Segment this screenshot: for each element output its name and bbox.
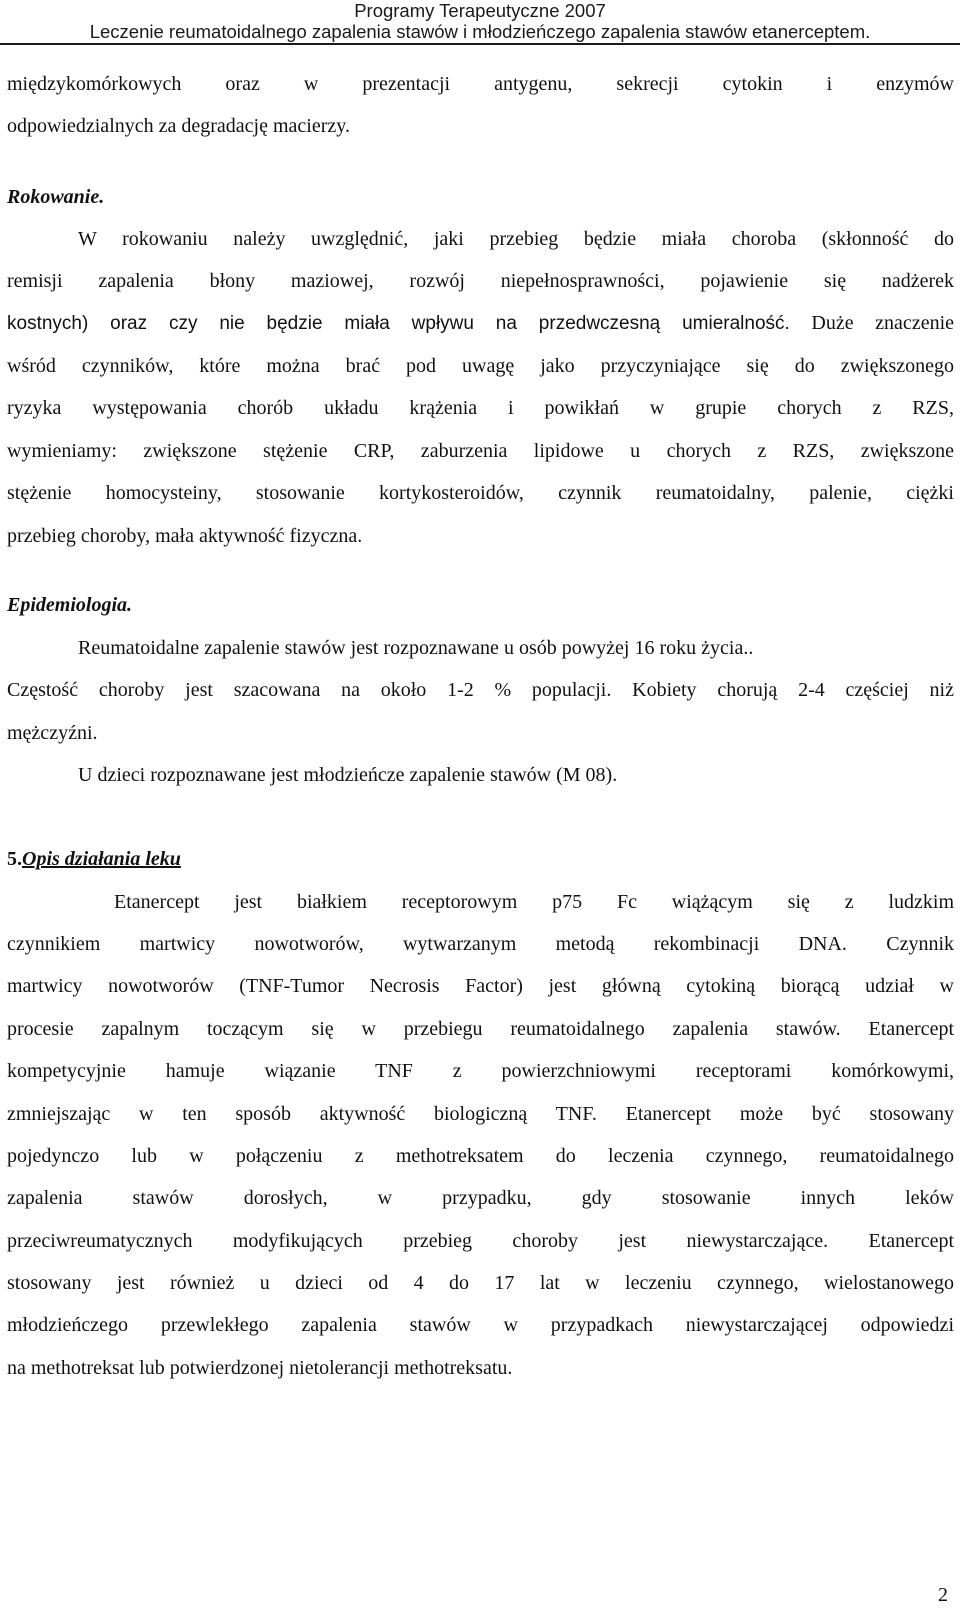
- paragraph-line: remisji zapalenia błony maziowej, rozwój niepełnosprawności, pojawienie się nadżerek: [7, 270, 954, 292]
- paragraph-line: Częstość choroby jest szacowana na około 1-2 % populacji. Kobiety chorują 2-4 częściej niż: [7, 679, 954, 701]
- page-number: 2: [938, 1584, 948, 1606]
- section-number: 5.: [7, 848, 22, 870]
- paragraph-line: martwicy nowotworów (TNF-Tumor Necrosis Factor) jest główną cytokiną biorącą udział w: [7, 975, 954, 997]
- paragraph-line: Etanercept jest białkiem receptorowym p75 Fc wiążącym się z ludzkim: [114, 891, 954, 913]
- section-heading-opis: [7, 838, 181, 880]
- section-title: Opis działania leku: [22, 848, 181, 870]
- section-heading-rokowanie: Rokowanie.: [7, 186, 105, 208]
- paragraph-line: zapalenia stawów dorosłych, w przypadku, gdy stosowanie innych leków: [7, 1187, 954, 1209]
- paragraph-line: czynnikiem martwicy nowotworów, wytwarzanym metodą rekombinacji DNA. Czynnik: [7, 933, 954, 955]
- paragraph-line: [7, 302, 954, 345]
- paragraph-line: Reumatoidalne zapalenie stawów jest rozpoznawane u osób powyżej 16 roku życia..: [78, 637, 754, 659]
- paragraph-line: pojedynczo lub w połączeniu z methotreksatem do leczenia czynnego, reumatoidalnego: [7, 1145, 954, 1167]
- paragraph-line: stosowany jest również u dzieci od 4 do 17 lat w leczeniu czynnego, wielostanowego: [7, 1272, 954, 1294]
- paragraph-line: mężczyźni.: [7, 722, 98, 744]
- header-divider: [0, 43, 960, 45]
- paragraph-line: W rokowaniu należy uwzględnić, jaki przebieg będzie miała choroba (skłonność do: [78, 228, 954, 250]
- intro-line: odpowiedzialnych za degradację macierzy.: [7, 115, 350, 137]
- intro-line: międzykomórkowych oraz w prezentacji antygenu, sekrecji cytokin i enzymów: [7, 73, 954, 95]
- paragraph-line: przeciwreumatycznych modyfikujących przebieg choroby jest niewystarczające. Etanercept: [7, 1230, 954, 1252]
- paragraph-line: stężenie homocysteiny, stosowanie kortykosteroidów, czynnik reumatoidalny, palenie, ciężki: [7, 482, 954, 504]
- paragraph-line: młodzieńczego przewlekłego zapalenia stawów w przypadkach niewystarczającej odpowiedzi: [7, 1314, 954, 1336]
- paragraph-line: przebieg choroby, mała aktywność fizyczna.: [7, 525, 363, 547]
- paragraph-line: kompetycyjnie hamuje wiązanie TNF z powierzchniowymi receptorami komórkowymi,: [7, 1060, 954, 1082]
- serif-text-run: Duże znaczenie: [789, 312, 954, 334]
- paragraph-line: wymieniamy: zwiększone stężenie CRP, zaburzenia lipidowe u chorych z RZS, zwiększone: [7, 440, 954, 462]
- paragraph-line: procesie zapalnym toczącym się w przebiegu reumatoidalnego zapalenia stawów. Etanercept: [7, 1018, 954, 1040]
- header-subtitle: Leczenie reumatoidalnego zapalenia stawów i młodzieńczego zapalenia stawów etanerceptem.: [89, 21, 871, 42]
- paragraph-line: zmniejszając w ten sposób aktywność biologiczną TNF. Etanercept może być stosowany: [7, 1103, 954, 1125]
- section-heading-epidemiologia: Epidemiologia.: [7, 594, 132, 616]
- paragraph-line: ryzyka występowania chorób układu krążenia i powikłań w grupie chorych z RZS,: [7, 397, 954, 419]
- paragraph-line: na methotreksat lub potwierdzonej nietolerancji methotreksatu.: [7, 1357, 513, 1379]
- paragraph-line: wśród czynników, które można brać pod uwagę jako przyczyniające się do zwiększonego: [7, 355, 954, 377]
- header-title: Programy Terapeutyczne 2007: [354, 0, 606, 21]
- sans-text-run: kostnych) oraz czy nie będzie miała wpływu na przedwczesną umieralność.: [7, 313, 790, 334]
- paragraph-line: U dzieci rozpoznawane jest młodzieńcze zapalenie stawów (M 08).: [78, 764, 618, 786]
- page-header: [0, 0, 960, 42]
